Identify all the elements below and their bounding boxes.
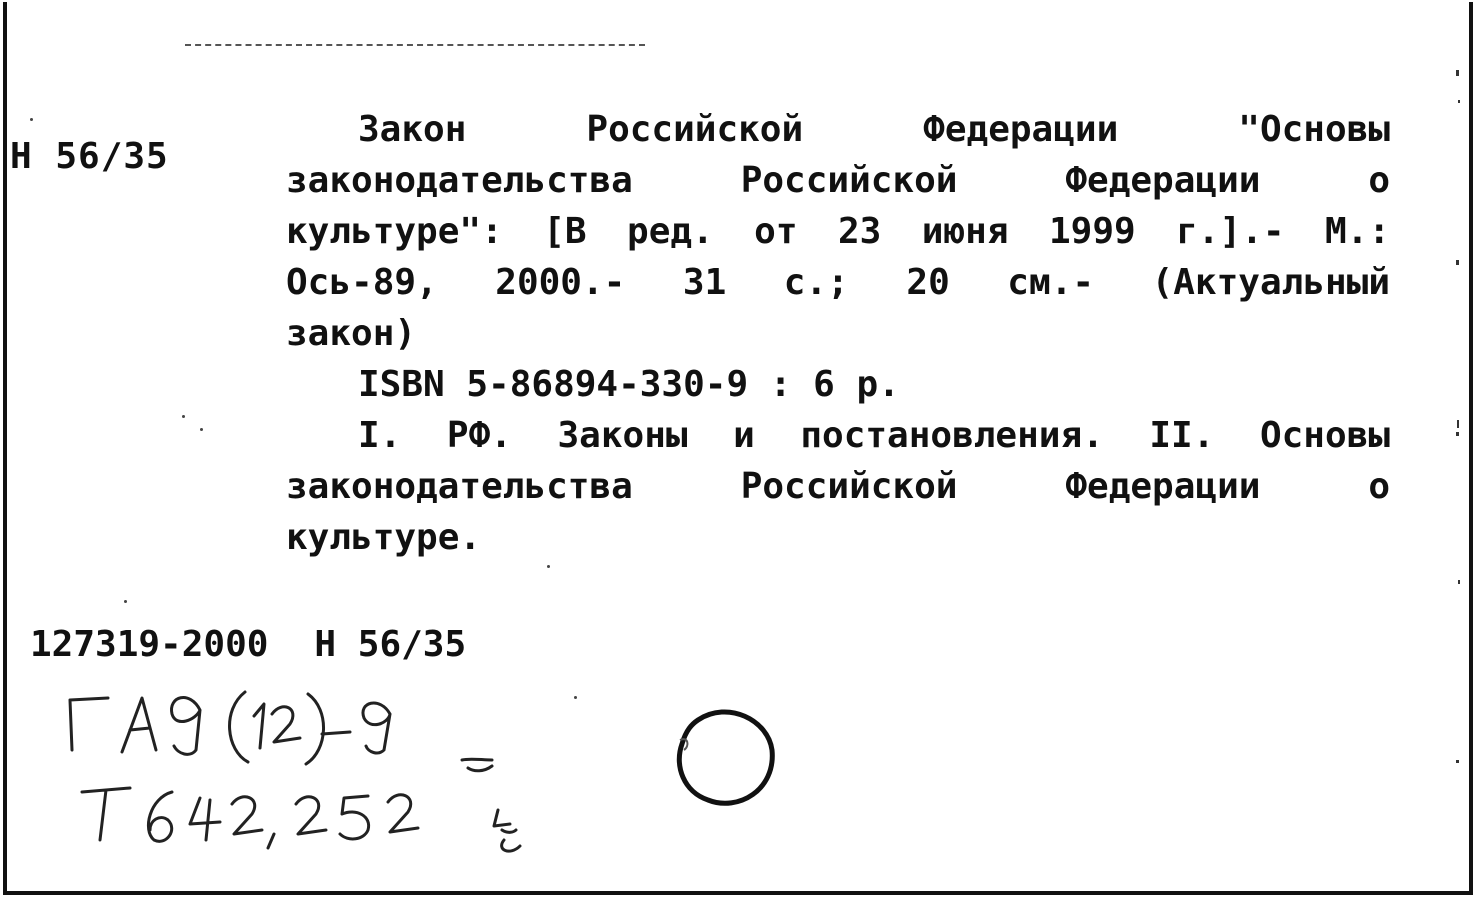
isbn-line: ISBN 5-86894-330-9 : 6 р. [358, 364, 900, 405]
handwritten-notation [50, 680, 570, 880]
subject-line: I. РФ. Законы и постановления. II. Основы [358, 415, 1390, 456]
speck [200, 428, 203, 431]
circle-stamp [668, 700, 788, 820]
speck [124, 600, 127, 603]
edge-marks [1450, 60, 1470, 880]
entry-line: законодательства Российской Федерации о [286, 160, 1390, 201]
speck [547, 565, 550, 568]
entry-line: Ось-89, 2000.- 31 с.; 20 см.- (Актуальный [286, 262, 1390, 303]
subject-line: культуре. [286, 517, 482, 558]
top-dashed-rule [185, 44, 645, 46]
entry-line: Закон Российской Федерации "Основы [358, 109, 1390, 150]
call-number: Н 56/35 [314, 624, 467, 665]
speck [574, 696, 577, 699]
entry-line: закон) [286, 313, 417, 354]
card-footer [30, 624, 466, 665]
speck [30, 118, 33, 121]
entry-line: культуре": [В ред. от 23 июня 1999 г.].- М.: [286, 211, 1390, 252]
shelf-mark: Н 56/35 [10, 136, 169, 177]
speck [182, 415, 185, 418]
subject-line: законодательства Российской Федерации о [286, 466, 1390, 507]
bibliographic-entry [286, 104, 1390, 563]
accession-number: 127319-2000 [30, 624, 269, 665]
